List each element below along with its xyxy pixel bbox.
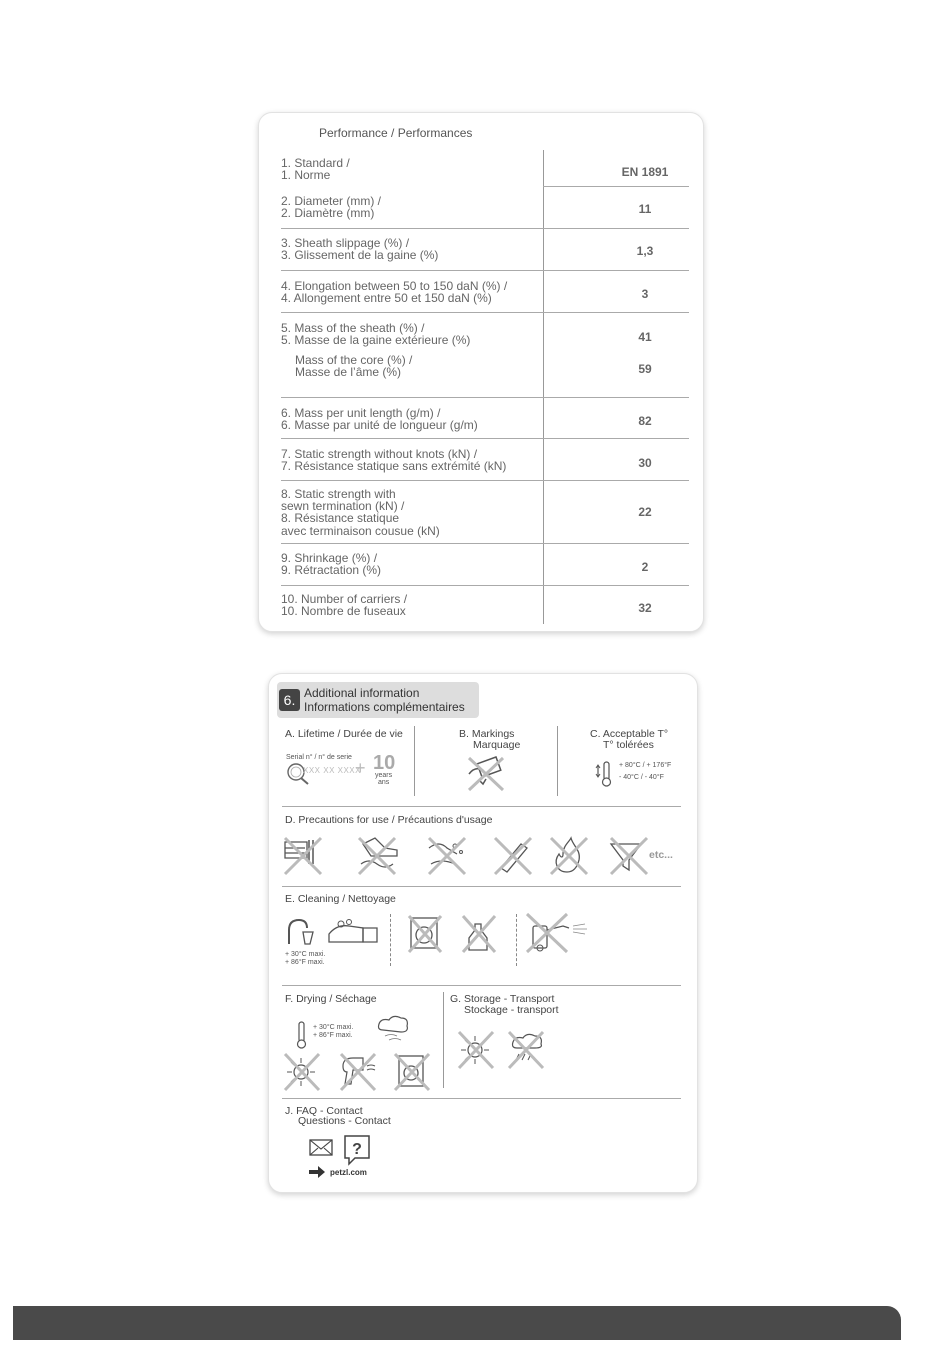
lifetime-label: A. Lifetime / Durée de vie <box>285 728 403 740</box>
stepping-icon <box>359 838 397 874</box>
temp-high: + 80°C / + 176°F <box>619 762 672 769</box>
row-value: 1,3 <box>636 244 654 258</box>
bleach-bottle-icon <box>463 916 495 952</box>
wash-temp-c: + 30°C maxi. <box>285 951 326 958</box>
row-label-en: Mass of the core (%) / <box>295 353 413 367</box>
washing-icons <box>283 916 383 952</box>
website-link[interactable]: petzl.com <box>330 1168 367 1177</box>
section-divider <box>282 1098 681 1099</box>
serial-mask: XXX XX XXXX <box>303 766 361 775</box>
rain-icon <box>509 1032 543 1068</box>
row-divider <box>281 312 689 313</box>
markings-label-en: B. Markings <box>459 728 515 740</box>
storage-label-fr: Stockage - transport <box>464 1004 559 1016</box>
performance-title: Performance / Performances <box>319 126 473 140</box>
washing-machine-icon <box>409 916 441 952</box>
sun-icon <box>285 1054 319 1090</box>
row-label-en: 10. Number of carriers / <box>281 592 408 606</box>
arrow-right-icon <box>309 1166 325 1178</box>
row-label-fr: 7. Résistance statique sans extrémité (kN) <box>281 459 507 473</box>
markings-label-fr: Marquage <box>473 739 521 751</box>
row-label-en: 2. Diameter (mm) / <box>281 194 382 208</box>
air-dry-icon <box>375 1016 411 1042</box>
fire-icon <box>551 838 587 874</box>
row-value: 59 <box>638 362 652 376</box>
row-divider <box>281 228 689 229</box>
section-divider <box>282 806 681 807</box>
hair-dryer-icon <box>341 1054 375 1090</box>
drying-label: F. Drying / Séchage <box>285 993 377 1005</box>
question-icon[interactable] <box>344 1135 370 1165</box>
additional-info-card <box>268 673 698 1193</box>
temperature-label-en: C. Acceptable T° <box>590 728 669 740</box>
row-value: 32 <box>638 601 652 615</box>
row-label-en: 3. Sheath slippage (%) / <box>281 236 410 250</box>
no-dry-icons <box>283 1052 443 1092</box>
temp-low: - 40°C / - 40°F <box>619 774 664 781</box>
storage-label-en: G. Storage - Transport <box>450 993 555 1005</box>
section-title-fr: Informations complémentaires <box>304 700 465 714</box>
row-label-en: 9. Shrinkage (%) / <box>281 551 378 565</box>
funnel-icon <box>611 838 647 874</box>
column-divider <box>557 726 558 796</box>
sun-icon <box>459 1032 493 1068</box>
chemicals-icon <box>429 838 465 874</box>
no-machine-bleach-icons <box>407 914 507 954</box>
row-label-fr: 8. Résistance statique <box>281 511 400 525</box>
section-divider <box>282 886 681 887</box>
envelope-icon[interactable] <box>309 1139 333 1157</box>
row-value: 11 <box>638 202 652 216</box>
years-fr: ans <box>378 779 390 786</box>
row-divider <box>281 543 689 544</box>
rope-marking-icon <box>465 754 507 792</box>
column-divider <box>390 914 391 966</box>
section-divider <box>282 985 681 986</box>
thermometer-icon <box>295 1020 309 1050</box>
footer-bar <box>13 1306 901 1340</box>
row-label-en: 8. Static strength with <box>281 487 396 501</box>
dry-temp-c: + 30°C maxi. <box>313 1024 354 1031</box>
row-divider <box>543 186 689 187</box>
row-value: 2 <box>641 560 649 574</box>
row-label-en: 6. Mass per unit length (g/m) / <box>281 406 441 420</box>
wash-temp-f: + 86°F maxi. <box>285 959 325 966</box>
row-divider <box>281 480 689 481</box>
row-value: 82 <box>638 414 652 428</box>
pressure-washer-icon <box>523 912 593 954</box>
row-label-fr: 9. Rétractation (%) <box>281 563 382 577</box>
dry-temp-f: + 86°F maxi. <box>313 1032 353 1039</box>
row-label-en: 5. Mass of the sheath (%) / <box>281 321 425 335</box>
no-storage-icons <box>457 1030 557 1070</box>
section-header <box>277 682 479 718</box>
row-label-en: sewn termination (kN) / <box>281 499 405 513</box>
row-label-fr: Masse de l’âme (%) <box>295 365 402 379</box>
plus-sign: + <box>355 758 366 778</box>
sharp-edge-icon <box>285 838 321 874</box>
column-divider <box>414 726 415 796</box>
row-label-en: 1. Standard / <box>281 156 350 170</box>
svg-text:?: ? <box>352 1141 362 1158</box>
row-divider <box>281 397 689 398</box>
row-value: 30 <box>638 456 652 470</box>
section-title-en: Additional information <box>304 686 420 700</box>
row-value: EN 1891 <box>621 165 669 179</box>
column-divider <box>516 914 517 966</box>
row-label-fr: 5. Masse de la gaine extérieure (%) <box>281 333 471 347</box>
years-en: years <box>375 772 393 779</box>
section-number: 6. <box>279 689 300 711</box>
faq-label-fr: Questions - Contact <box>298 1115 391 1127</box>
years-number: 10 <box>373 752 396 774</box>
column-divider <box>443 992 444 1088</box>
row-value: 22 <box>638 505 652 519</box>
row-label-fr: 10. Nombre de fuseaux <box>281 604 406 618</box>
row-label-fr: 2. Diamètre (mm) <box>281 206 375 220</box>
cleaning-label: E. Cleaning / Nettoyage <box>285 893 396 905</box>
row-divider <box>281 270 689 271</box>
row-label-fr: 1. Norme <box>281 168 331 182</box>
column-divider <box>543 150 544 624</box>
thermometer-icon <box>595 760 615 788</box>
row-divider <box>281 585 689 586</box>
row-value: 3 <box>641 287 649 301</box>
row-label-fr: 6. Masse par unité de longueur (g/m) <box>281 418 478 432</box>
row-label-en: 4. Elongation between 50 to 150 daN (%) / <box>281 279 508 293</box>
tumble-dryer-icon <box>395 1054 429 1090</box>
row-divider <box>281 438 689 439</box>
faq-label-en: J. FAQ - Contact <box>285 1105 363 1117</box>
precautions-label: D. Precautions for use / Précautions d'usage <box>285 814 493 826</box>
row-label-fr: 4. Allongement entre 50 et 150 daN (%) <box>281 291 492 305</box>
row-label-fr: avec terminaison cousue (kN) <box>281 524 440 538</box>
knife-icon <box>495 838 531 874</box>
row-label-fr: 3. Glissement de la gaine (%) <box>281 248 439 262</box>
serial-label: Serial n° / n° de serie <box>286 754 352 761</box>
temperature-label-fr: T° tolérées <box>603 739 654 751</box>
performance-card <box>258 112 704 632</box>
row-value: 41 <box>638 330 652 344</box>
row-label-en: 7. Static strength without knots (kN) / <box>281 447 478 461</box>
precautions-icons <box>281 834 681 878</box>
etc-label: etc... <box>649 849 673 861</box>
